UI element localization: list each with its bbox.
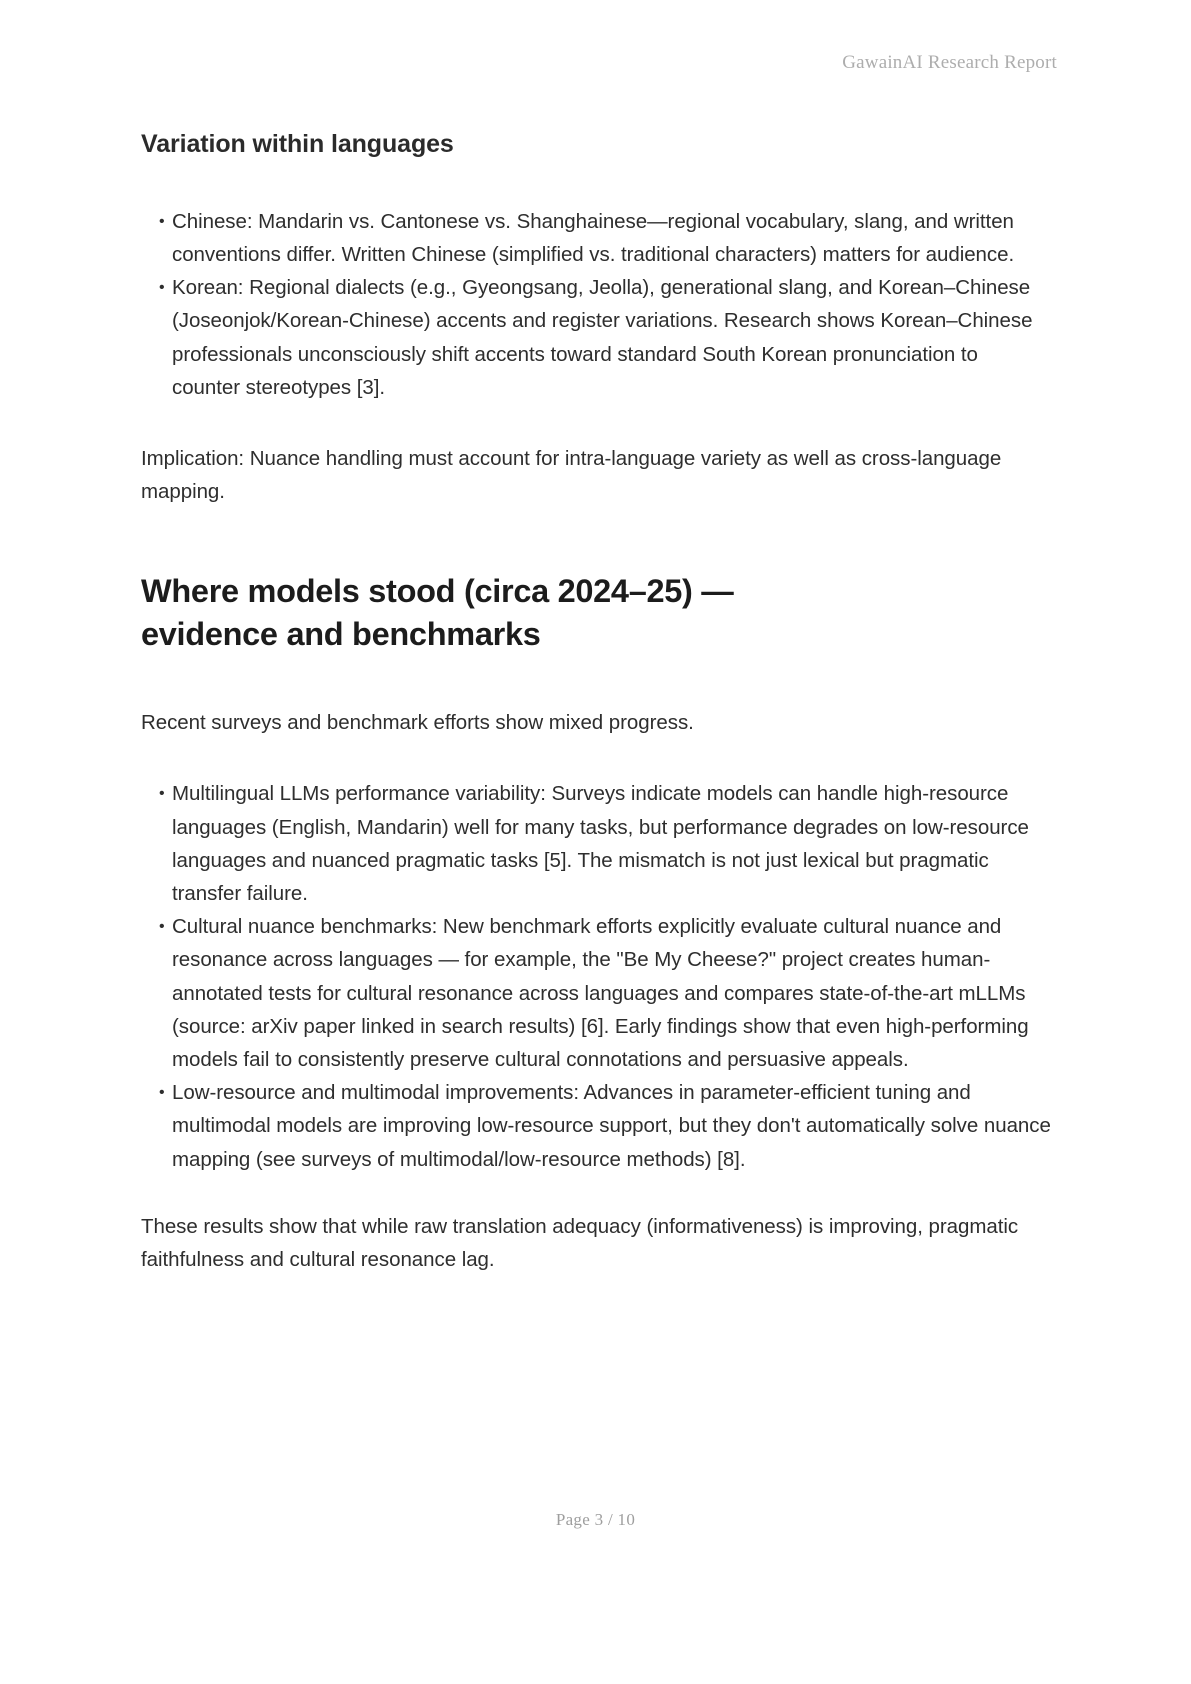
spacer [141, 508, 1051, 570]
list-item: • Korean: Regional dialects (e.g., Gyeongsang, Jeolla), generational slang, and Korean–Chinese (Joseonjok/Korean-Chinese) accents and register variations. Research shows Korean–Chinese professionals unconsciously shift accents toward standard South Korean pronunciation to counter stereotypes [3]. [141, 271, 1051, 404]
list-item: • Chinese: Mandarin vs. Cantonese vs. Shanghainese—regional vocabulary, slang, and written conventions differ. Written Chinese (simplified vs. traditional characters) matters for audience. [141, 205, 1051, 271]
list-item: • Low-resource and multimodal improvements: Advances in parameter-efficient tuning and multimodal models are improving low-resource support, but they don't automatically solve nuance mapping (see surveys of multimodal/low-resource methods) [8]. [141, 1076, 1051, 1176]
spacer [141, 162, 1051, 205]
spacer [141, 404, 1051, 442]
section-heading-variation-within-languages: Variation within languages [141, 130, 454, 158]
spacer [141, 739, 1051, 777]
spacer [141, 656, 1051, 706]
variation-bullet-list [141, 205, 1051, 404]
evidence-bullet-list [141, 777, 1051, 1175]
chapter-intro-paragraph: Recent surveys and benchmark efforts show mixed progress. [141, 711, 694, 735]
implication-paragraph: Implication: Nuance handling must account for intra-language variety as well as cross-language mapping. [141, 446, 1002, 504]
page-number-footer: Page 3 / 10 [555, 1510, 636, 1529]
list-item: • Cultural nuance benchmarks: New benchmark efforts explicitly evaluate cultural nuance and resonance across languages — for example, the "Be My Cheese?" project creates human-annotated tests for cultural resonance across languages and compares state-of-the-art mLLMs (source: arXiv paper linked in search results) [6]. Early findings show that even high-performing models fail to consistently preserve cultural connotations and persuasive appeals. [141, 910, 1051, 1076]
chapter-conclusion-paragraph: These results show that while raw translation adequacy (informativeness) is improving, pragmatic faithfulness and cultural resonance lag. [141, 1214, 1019, 1271]
running-header: GawainAI Research Report [842, 52, 1057, 73]
page-content [141, 128, 1051, 1276]
spacer [141, 1176, 1051, 1210]
chapter-heading-where-models-stood: Where models stood (circa 2024–25) — evidence and benchmarks [141, 573, 734, 653]
list-item: • Multilingual LLMs performance variability: Surveys indicate models can handle high-resource languages (English, Mandarin) well for many tasks, but performance degrades on low-resource languages and nuanced pragmatic tasks [5]. The mismatch is not just lexical but pragmatic transfer failure. [141, 777, 1051, 910]
